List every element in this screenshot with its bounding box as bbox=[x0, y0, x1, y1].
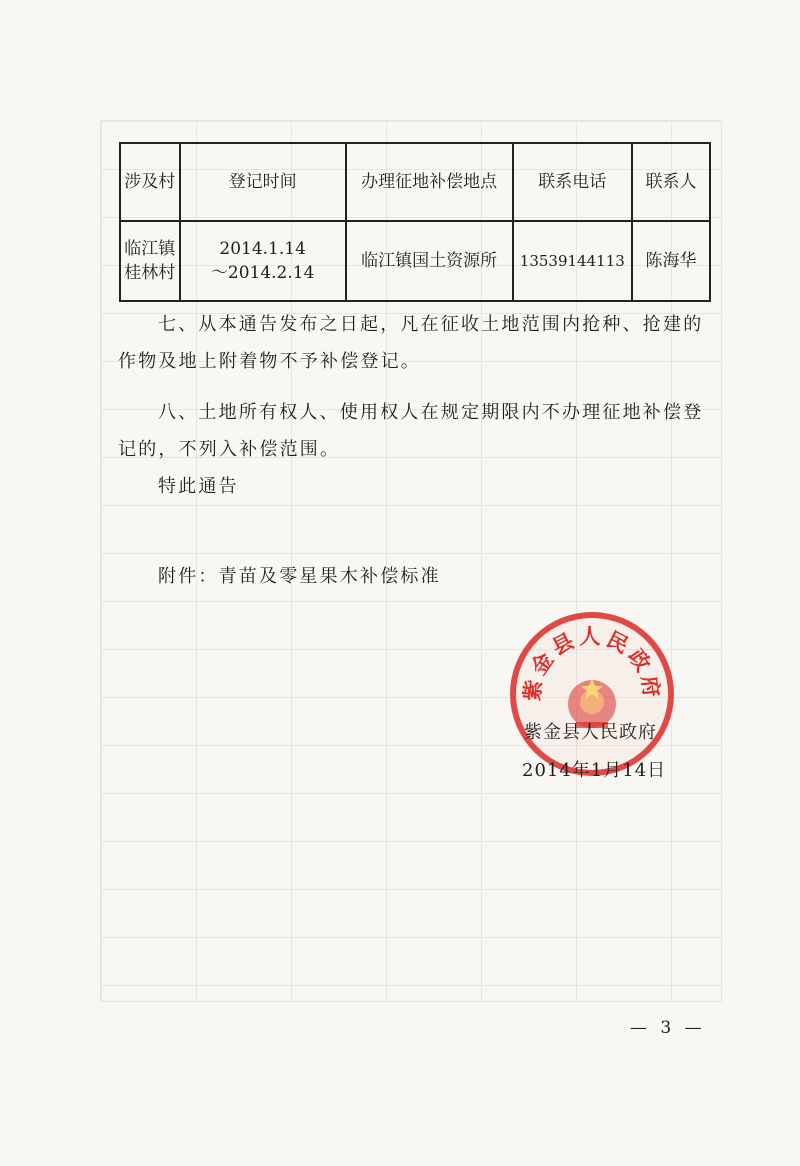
paragraph-seven: 七、从本通告发布之日起，凡在征收土地范围内抢种、抢建的作物及地上附着物不予补偿登记。 bbox=[118, 314, 704, 372]
cell-contact: 陈海华 bbox=[632, 221, 710, 301]
page-number: — 3 — bbox=[630, 1018, 706, 1038]
registration-table bbox=[119, 142, 711, 302]
village-line1: 临江镇 bbox=[124, 239, 176, 259]
header-place: 办理征地补偿地点 bbox=[346, 143, 513, 221]
official-seal bbox=[510, 612, 674, 776]
cell-phone: 13539144113 bbox=[513, 221, 633, 301]
village-line2: 桂林村 bbox=[124, 263, 176, 283]
cell-time bbox=[180, 221, 346, 301]
time-line2: ～2014.2.14 bbox=[210, 263, 315, 283]
table-header-row bbox=[120, 143, 710, 221]
seal-graphic bbox=[516, 618, 668, 770]
issue-date: 2014年1月14日 bbox=[522, 760, 667, 781]
cell-place: 临江镇国土资源所 bbox=[346, 221, 513, 301]
cell-village bbox=[120, 221, 180, 301]
header-contact: 联系人 bbox=[632, 143, 710, 221]
table-row bbox=[120, 221, 710, 301]
header-time: 登记时间 bbox=[180, 143, 346, 221]
issuer-name: 紫金县人民政府 bbox=[524, 722, 657, 743]
time-line1: 2014.1.14 bbox=[219, 239, 306, 259]
attachment-line: 附件：青苗及零星果木补偿标准 bbox=[158, 566, 441, 587]
closing-line: 特此通告 bbox=[158, 476, 239, 497]
header-phone: 联系电话 bbox=[513, 143, 633, 221]
paragraph-eight: 八、土地所有权人、使用权人在规定期限内不办理征地补偿登记的，不列入补偿范围。 bbox=[118, 402, 704, 460]
svg-text:紫金县人民政府: 紫金县人民政府 bbox=[519, 624, 665, 703]
header-village: 涉及村 bbox=[120, 143, 180, 221]
